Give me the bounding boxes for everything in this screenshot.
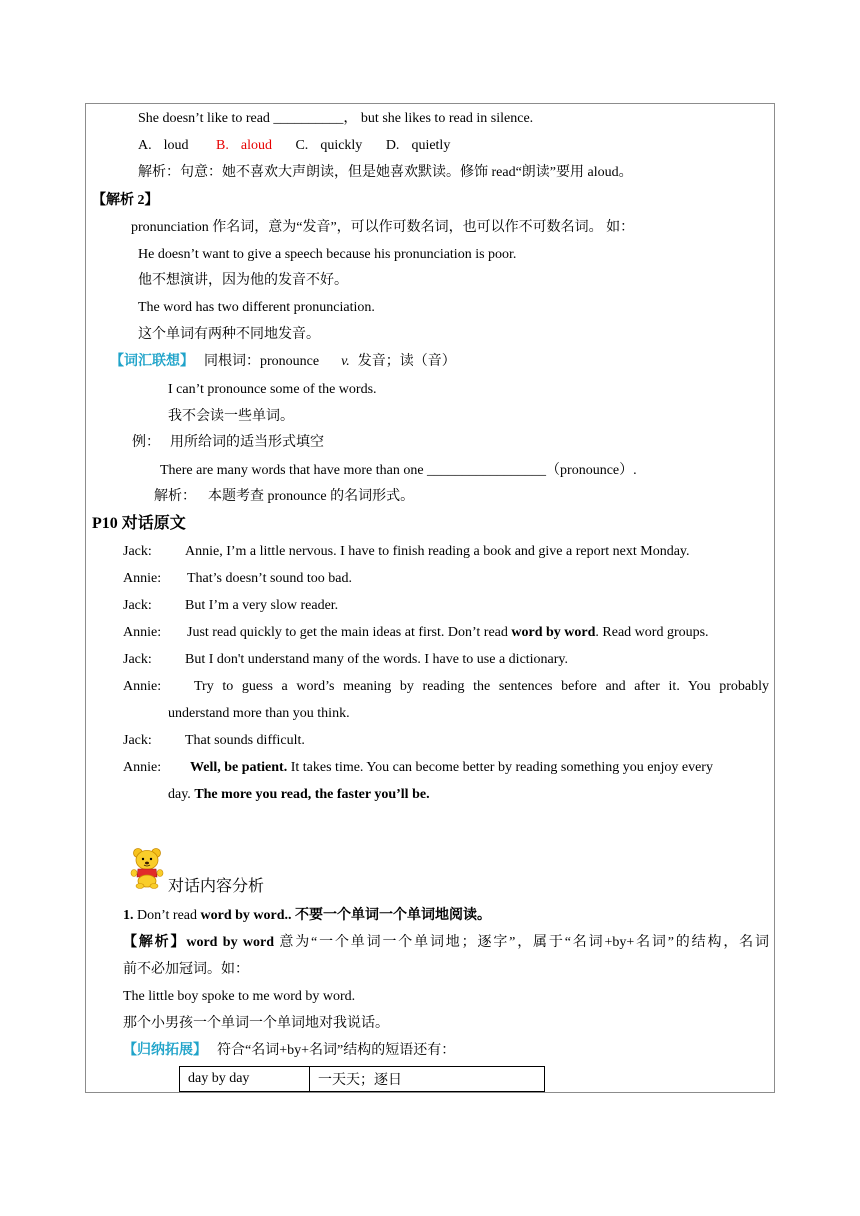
phrase-table: [179, 1066, 545, 1092]
question-sentence: She doesn’t like to read __________， but she likes to read in silence.: [138, 111, 534, 126]
dialogue-line: Try to guess a word’s meaning by reading the sentences before and after it. You probably: [194, 679, 769, 694]
content-example-zh: 那个小男孩一个单词一个单词地对我说话。: [123, 1016, 389, 1031]
dialogue-line: Jack: But I don't understand many of the words. I have to use a dictionary.: [123, 652, 569, 667]
vocab-association: 【词汇联想】 同根词：pronounce v. 发音；读（音）: [110, 354, 456, 369]
vocab-tag: 【词汇联想】: [110, 354, 194, 369]
dialogue-line-speaker: Annie:: [123, 760, 162, 775]
analysis2-example2-zh: 这个单词有两种不同地发音。: [138, 327, 320, 342]
analysis2-intro: pronunciation 作名词，意为“发音”，可以作可数名词，也可以作不可数名词。 如：: [131, 220, 635, 235]
content-example-en: The little boy spoke to me word by word.: [123, 989, 356, 1004]
content-item-1: 1. Don’t read word by word.. 不要一个单词一个单词地阅读。: [123, 908, 492, 923]
vocab-example-en: I can’t pronounce some of the words.: [168, 382, 377, 397]
dialogue-line-continuation: understand more than you think.: [168, 706, 350, 721]
guina-line: 【归纳拓展】 符合“名词+by+名词”结构的短语还有：: [123, 1043, 456, 1058]
content-analysis-heading: 对话内容分析: [168, 878, 265, 895]
dialogue-line-continuation: day. The more you read, the faster you’ll be.: [168, 787, 430, 802]
table-row: [180, 1067, 545, 1092]
option-c: C. quickly: [295, 138, 363, 153]
analysis2-heading: 【解析 2】: [92, 193, 159, 208]
dialogue-line: Jack: Annie, I’m a little nervous. I have to finish reading a book and give a report next Monday.: [123, 544, 690, 559]
analysis2-example1-en: He doesn’t want to give a speech because his pronunciation is poor.: [138, 247, 517, 262]
vocab-example-zh: 我不会读一些单词。: [168, 409, 294, 424]
dialogue-line: Jack: But I’m a very slow reader.: [123, 598, 339, 613]
example-analysis: 解析： 本题考查 pronounce 的名词形式。: [154, 489, 415, 504]
dialogue-line: Well, be patient. It takes time. You can become better by reading something you enjoy every: [190, 760, 713, 775]
dialogue-line: Annie: Just read quickly to get the main ideas at first. Don’t read word by word. Read word groups.: [123, 625, 709, 640]
dialogue-heading: P10 对话原文: [92, 515, 186, 532]
option-a: A. loud: [138, 138, 189, 153]
option-b: B. aloud: [216, 138, 272, 153]
option-d: D. quietly: [385, 138, 451, 153]
dialogue-line: Annie: That’s doesn’t sound too bad.: [123, 571, 353, 586]
dialogue-line-speaker: Annie:: [123, 679, 162, 694]
question-options: [138, 137, 450, 155]
winnie-bear-icon: [130, 847, 164, 889]
question-analysis: 解析：句意：她不喜欢大声朗读，但是她喜欢默读。修饰 read“朗读”要用 aloud。: [138, 165, 633, 180]
jiexi-line: 【解析】word by word 意为“一个单词一个单词地；逐字”，属于“名词+by+名词”的结构，名词: [123, 935, 769, 950]
dialogue-line: Jack: That sounds difficult.: [123, 733, 305, 748]
example-task: 例： 用所给词的适当形式填空: [132, 435, 324, 450]
analysis2-example2-en: The word has two different pronunciation.: [138, 300, 375, 315]
jiexi-continuation: 前不必加冠词。如：: [123, 962, 249, 977]
table-cell: 一天天；逐日: [310, 1067, 545, 1092]
table-cell: day by day: [180, 1067, 310, 1092]
analysis2-example1-zh: 他不想演讲，因为他的发音不好。: [138, 273, 348, 288]
example-sentence: There are many words that have more than one _________________（pronounce）.: [160, 463, 637, 478]
